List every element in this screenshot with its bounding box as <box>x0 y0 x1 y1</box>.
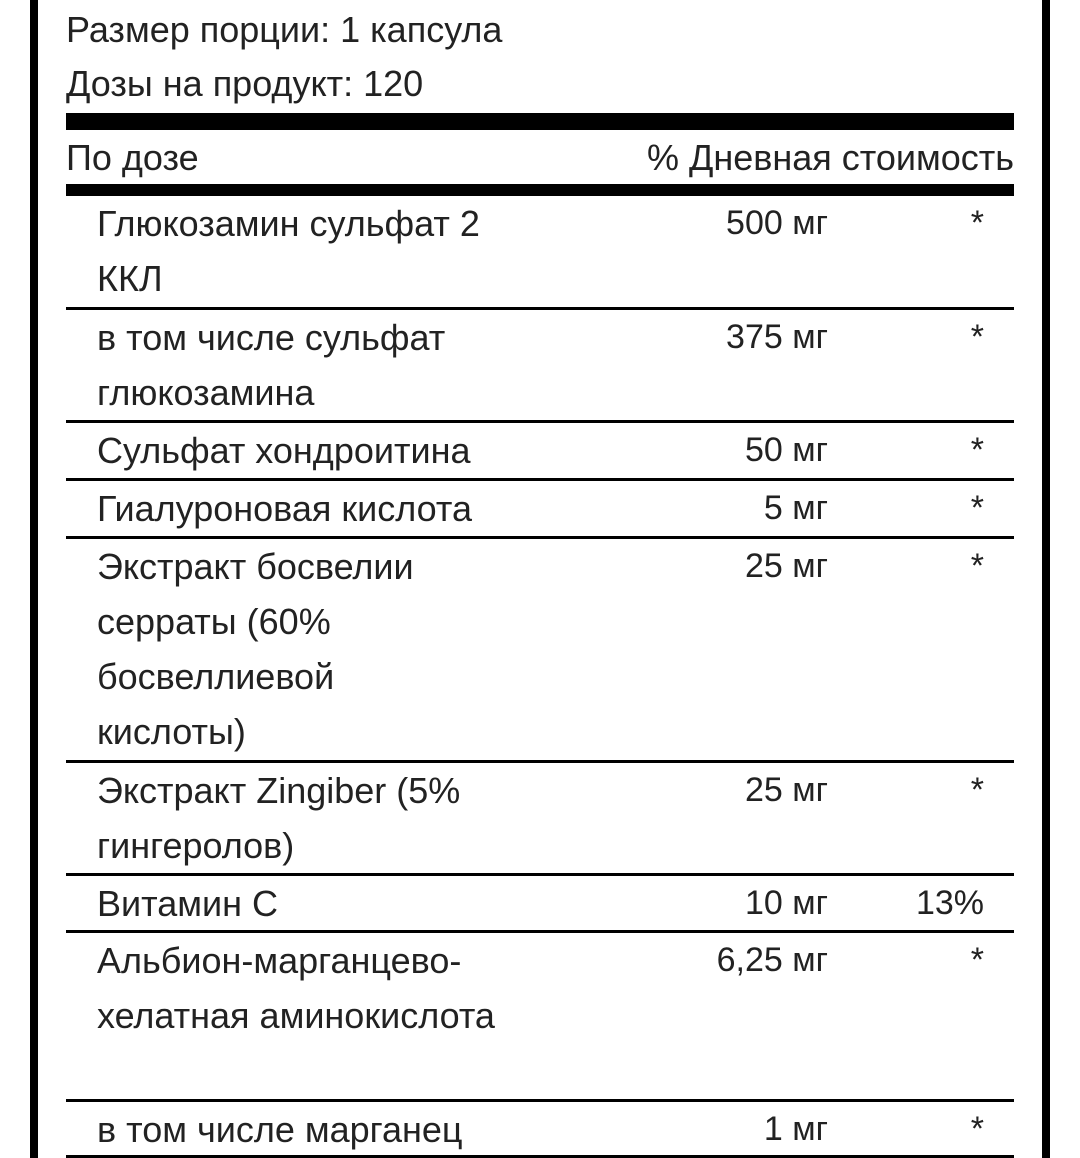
ingredient-amount: 50 мг <box>744 431 828 469</box>
table-row <box>66 1102 1014 1158</box>
ingredient-name: в том числе сульфат глюкозамина <box>97 317 446 413</box>
table-row <box>66 481 1014 539</box>
ingredient-amount: 375 мг <box>726 318 828 356</box>
ingredient-amount: 10 мг <box>744 884 828 922</box>
daily-value-header: % Дневная стоимость <box>646 137 1014 178</box>
ingredient-daily-value: * <box>970 547 984 585</box>
ingredient-amount: 6,25 мг <box>716 941 828 979</box>
nutrition-table <box>66 196 1014 1158</box>
per-dose-header: По дозе <box>66 137 199 178</box>
ingredient-daily-value: * <box>970 204 984 242</box>
ingredient-name: Гиалуроновая кислота <box>97 488 472 529</box>
ingredient-daily-value: * <box>970 431 984 469</box>
doses-per-product: Дозы на продукт: 120 <box>66 63 424 104</box>
right-border <box>1042 0 1050 1158</box>
ingredient-daily-value: 13% <box>915 884 984 922</box>
serving-size: Размер порции: 1 капсула <box>66 9 503 50</box>
table-row <box>66 876 1014 933</box>
table-row <box>66 539 1014 763</box>
header-divider <box>66 184 1014 196</box>
ingredient-amount: 1 мг <box>763 1110 828 1148</box>
ingredient-amount: 25 мг <box>744 771 828 809</box>
ingredient-daily-value: * <box>970 941 984 979</box>
ingredient-name: Альбион-марганцево-хелатная аминокислота <box>97 940 495 1036</box>
ingredient-name: Глюкозамин сульфат 2 ККЛ <box>97 203 480 299</box>
ingredient-daily-value: * <box>970 489 984 527</box>
ingredient-name: Сульфат хондроитина <box>97 430 471 471</box>
ingredient-amount: 5 мг <box>763 489 828 527</box>
ingredient-name: Экстракт босвелии серраты (60% босвеллиевой кислоты) <box>97 546 414 752</box>
table-row <box>66 933 1014 1102</box>
table-row <box>66 423 1014 481</box>
ingredient-name: Витамин С <box>97 883 278 924</box>
ingredient-daily-value: * <box>970 1110 984 1148</box>
ingredient-amount: 500 мг <box>726 204 828 242</box>
table-row <box>66 763 1014 876</box>
left-border <box>30 0 38 1158</box>
ingredient-name: Экстракт Zingiber (5% гингеролов) <box>97 770 461 866</box>
thick-divider <box>66 113 1014 130</box>
table-row <box>66 310 1014 423</box>
ingredient-name: в том числе марганец <box>97 1109 463 1150</box>
ingredient-amount: 25 мг <box>744 547 828 585</box>
ingredient-daily-value: * <box>970 771 984 809</box>
ingredient-daily-value: * <box>970 318 984 356</box>
table-row <box>66 196 1014 310</box>
